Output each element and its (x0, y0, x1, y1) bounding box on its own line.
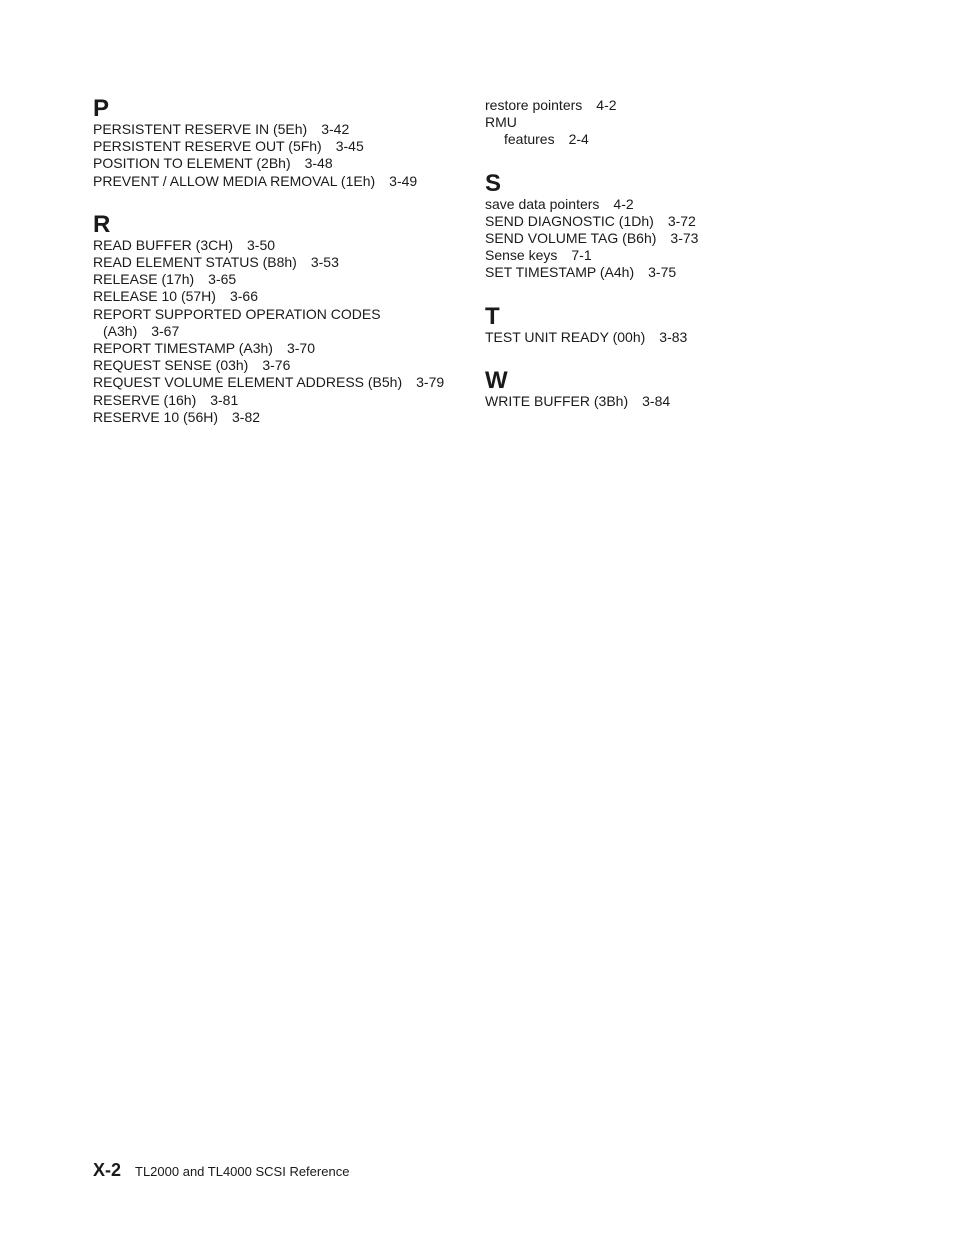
entry-page[interactable]: 4-2 (596, 97, 617, 113)
index-section-p (93, 96, 463, 190)
index-entry[interactable] (485, 213, 855, 230)
index-section-s (485, 171, 855, 282)
entry-term: SEND DIAGNOSTIC (1Dh) (485, 212, 654, 229)
section-letter: R (93, 210, 111, 238)
section-letter: T (485, 302, 500, 330)
entry-term: POSITION TO ELEMENT (2Bh) (93, 155, 291, 172)
index-entry[interactable] (485, 230, 855, 247)
entry-term: features (504, 131, 555, 148)
entry-term: PERSISTENT RESERVE OUT (5Fh) (93, 138, 322, 155)
index-entry[interactable] (93, 173, 463, 190)
entry-term: READ ELEMENT STATUS (B8h) (93, 254, 297, 271)
entry-term: PREVENT / ALLOW MEDIA REMOVAL (1Eh) (93, 172, 376, 189)
entry-page[interactable]: 3-79 (416, 374, 445, 391)
entry-page[interactable]: 3-75 (648, 264, 677, 281)
index-entry-continuation[interactable] (93, 323, 463, 340)
index-entry[interactable] (93, 374, 463, 391)
entry-page[interactable]: 4-2 (613, 195, 634, 212)
entry-page[interactable]: 3-72 (667, 212, 696, 229)
index-entry[interactable] (485, 393, 855, 410)
entry-page[interactable]: 3-48 (304, 155, 333, 172)
entry-term: READ BUFFER (3CH) (93, 236, 234, 253)
index-entry[interactable] (93, 409, 463, 426)
footer-document-title: TL2000 and TL4000 SCSI Reference (135, 1164, 350, 1179)
index-entry[interactable] (93, 237, 463, 254)
entry-page[interactable]: 7-1 (571, 247, 592, 264)
entry-page[interactable]: 3-81 (210, 391, 239, 408)
index-entry[interactable] (93, 288, 463, 305)
entry-term: RESERVE 10 (56H) (93, 408, 219, 425)
entry-term-continuation: (A3h) (103, 322, 138, 339)
index-entry[interactable] (93, 138, 463, 155)
entry-page[interactable]: 3-67 (151, 322, 180, 339)
entry-page[interactable]: 3-73 (670, 230, 699, 247)
index-entry[interactable] (93, 254, 463, 271)
entry-page[interactable]: 3-76 (262, 357, 291, 374)
index-entry[interactable] (93, 392, 463, 409)
section-letter: S (485, 169, 502, 197)
entry-page[interactable]: 3-65 (208, 271, 237, 288)
entry-page[interactable]: 3-45 (335, 138, 364, 155)
entry-term: TEST UNIT READY (00h) (485, 328, 646, 345)
entry-page[interactable]: 3-42 (321, 121, 350, 137)
index-entry[interactable] (485, 264, 855, 281)
entry-term: RELEASE (17h) (93, 271, 195, 288)
entry-page[interactable]: 3-83 (659, 328, 688, 345)
entry-page[interactable]: 3-82 (232, 408, 261, 425)
page-footer (93, 1160, 349, 1181)
entry-term: SET TIMESTAMP (A4h) (485, 264, 635, 281)
footer-page-number: X-2 (93, 1160, 122, 1180)
entry-term: REPORT SUPPORTED OPERATION CODES (93, 305, 381, 322)
index-entry[interactable] (485, 196, 855, 213)
index-entry[interactable] (485, 97, 855, 114)
index-section-r (93, 212, 463, 426)
entry-term: PERSISTENT RESERVE IN (5Eh) (93, 121, 308, 137)
index-column-left (93, 96, 463, 448)
index-entry[interactable] (93, 357, 463, 374)
index-section-w (485, 368, 855, 410)
index-entry (93, 306, 463, 323)
index-entry[interactable] (485, 329, 855, 346)
entry-page[interactable]: 2-4 (568, 131, 589, 148)
index-entry[interactable] (93, 121, 463, 138)
entry-term: restore pointers (485, 97, 583, 113)
index-entry[interactable] (93, 271, 463, 288)
section-letter: W (485, 366, 508, 394)
entry-page[interactable]: 3-49 (389, 172, 418, 189)
entry-page[interactable]: 3-50 (247, 236, 276, 253)
index-section-t (485, 304, 855, 346)
entry-term: RMU (485, 114, 517, 131)
entry-term: REQUEST VOLUME ELEMENT ADDRESS (B5h) (93, 374, 403, 391)
entry-term: RELEASE 10 (57H) (93, 288, 216, 305)
entry-term: save data pointers (485, 195, 600, 212)
index-subentry[interactable] (485, 131, 855, 148)
entry-term: REPORT TIMESTAMP (A3h) (93, 340, 273, 357)
entry-page[interactable]: 3-84 (642, 392, 671, 409)
entry-term: REQUEST SENSE (03h) (93, 357, 249, 374)
entry-page[interactable]: 3-53 (310, 254, 339, 271)
index-continued-entries (485, 97, 855, 149)
entry-page[interactable]: 3-70 (286, 340, 316, 357)
entry-term: RESERVE (16h) (93, 391, 197, 408)
entry-term: WRITE BUFFER (3Bh) (485, 392, 629, 409)
index-column-right (485, 97, 855, 432)
index-entry[interactable] (485, 247, 855, 264)
entry-page[interactable]: 3-66 (229, 288, 258, 305)
index-entry[interactable] (93, 155, 463, 172)
entry-term: SEND VOLUME TAG (B6h) (485, 230, 657, 247)
index-entry (485, 114, 855, 131)
section-letter: P (93, 95, 110, 122)
index-entry[interactable] (93, 340, 463, 357)
entry-term: Sense keys (485, 247, 558, 264)
